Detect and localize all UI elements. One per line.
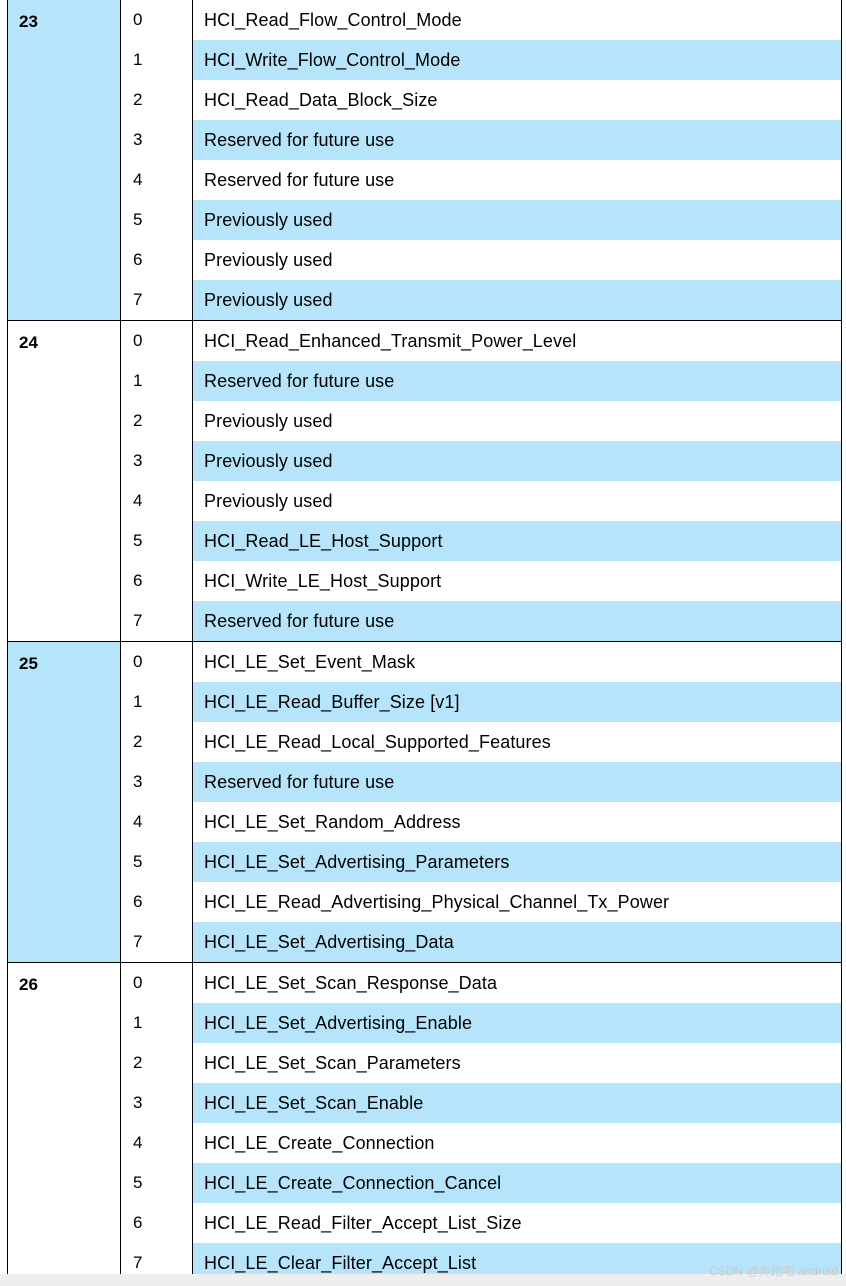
command-cell: HCI_LE_Create_Connection_Cancel	[204, 1172, 502, 1193]
bit-cell: 7	[121, 280, 193, 320]
bit-cell: 0	[121, 642, 193, 682]
supported-commands-table	[7, 0, 842, 1283]
command-cell: HCI_LE_Clear_Filter_Accept_List	[204, 1252, 477, 1273]
table-row	[121, 1043, 841, 1083]
command-cell: HCI_LE_Read_Filter_Accept_List_Size	[204, 1212, 522, 1233]
command-cell: Previously used	[204, 410, 333, 431]
command-cell: HCI_LE_Set_Scan_Response_Data	[204, 972, 498, 993]
bit-cell: 0	[121, 963, 193, 1003]
bit-cell: 5	[121, 1163, 193, 1203]
command-cell: HCI_LE_Create_Connection	[204, 1132, 435, 1153]
table-row	[121, 0, 841, 40]
command-cell: Previously used	[204, 209, 333, 230]
command-cell: Reserved for future use	[204, 169, 395, 190]
table-row	[121, 80, 841, 120]
command-cell: HCI_LE_Set_Scan_Enable	[204, 1092, 424, 1113]
table-row	[121, 361, 841, 401]
bit-rows	[121, 963, 841, 1283]
table-row	[121, 1123, 841, 1163]
octet-group-24	[8, 321, 841, 642]
bit-cell: 4	[121, 481, 193, 521]
command-cell: Previously used	[204, 450, 333, 471]
table-row	[121, 601, 841, 641]
command-cell: Reserved for future use	[204, 610, 395, 631]
bit-cell: 1	[121, 682, 193, 722]
bit-cell: 2	[121, 401, 193, 441]
bit-cell: 2	[121, 722, 193, 762]
bit-cell: 1	[121, 361, 193, 401]
table-row	[121, 1163, 841, 1203]
table-row	[121, 441, 841, 481]
octet-group-23	[8, 0, 841, 321]
command-cell: Previously used	[204, 490, 333, 511]
bit-cell: 6	[121, 561, 193, 601]
table-row	[121, 521, 841, 561]
command-cell: HCI_LE_Set_Advertising_Enable	[204, 1012, 473, 1033]
octet-cell: 25	[8, 642, 121, 962]
command-cell: Reserved for future use	[204, 129, 395, 150]
octet-group-25	[8, 642, 841, 963]
bit-cell: 6	[121, 1203, 193, 1243]
bit-rows	[121, 0, 841, 320]
command-cell: HCI_Read_Enhanced_Transmit_Power_Level	[204, 330, 577, 351]
command-cell: Previously used	[204, 249, 333, 270]
table-row	[121, 922, 841, 962]
octet-cell: 26	[8, 963, 121, 1283]
table-row	[121, 682, 841, 722]
bit-cell: 4	[121, 160, 193, 200]
bit-rows	[121, 321, 841, 641]
bit-cell: 6	[121, 240, 193, 280]
bit-cell: 2	[121, 1043, 193, 1083]
command-cell: HCI_LE_Set_Advertising_Data	[204, 931, 454, 952]
command-cell: HCI_LE_Read_Advertising_Physical_Channel_Tx_Power	[204, 891, 670, 912]
table-row	[121, 762, 841, 802]
table-row	[121, 561, 841, 601]
command-cell: HCI_LE_Set_Event_Mask	[204, 651, 416, 672]
table-row	[121, 321, 841, 361]
command-cell: Previously used	[204, 289, 333, 310]
table-row	[121, 722, 841, 762]
command-cell: HCI_LE_Read_Local_Supported_Features	[204, 731, 551, 752]
bit-cell: 5	[121, 200, 193, 240]
bit-cell: 3	[121, 762, 193, 802]
table-row	[121, 40, 841, 80]
command-cell: HCI_LE_Set_Advertising_Parameters	[204, 851, 510, 872]
table-row	[121, 1203, 841, 1243]
bit-cell: 7	[121, 1243, 193, 1283]
bit-cell: 5	[121, 521, 193, 561]
table-row	[121, 882, 841, 922]
bit-cell: 4	[121, 802, 193, 842]
command-cell: HCI_LE_Set_Scan_Parameters	[204, 1052, 461, 1073]
command-cell: HCI_Read_Data_Block_Size	[204, 89, 438, 110]
bit-cell: 3	[121, 1083, 193, 1123]
bit-cell: 0	[121, 0, 193, 40]
command-cell: HCI_Read_Flow_Control_Mode	[204, 9, 462, 30]
watermark: CSDN @奔跑吧 android	[709, 1264, 838, 1278]
table-row	[121, 280, 841, 320]
table-row	[121, 842, 841, 882]
table-row	[121, 120, 841, 160]
table-row	[121, 1083, 841, 1123]
bit-cell: 2	[121, 80, 193, 120]
command-cell: HCI_LE_Read_Buffer_Size [v1]	[204, 691, 460, 712]
command-cell: HCI_Write_Flow_Control_Mode	[204, 49, 461, 70]
command-cell: Reserved for future use	[204, 771, 395, 792]
command-cell: HCI_Read_LE_Host_Support	[204, 530, 443, 551]
bit-cell: 1	[121, 40, 193, 80]
octet-group-26	[8, 963, 841, 1283]
bit-cell: 3	[121, 120, 193, 160]
bit-cell: 7	[121, 601, 193, 641]
bit-cell: 6	[121, 882, 193, 922]
bit-rows	[121, 642, 841, 962]
command-cell: HCI_Write_LE_Host_Support	[204, 570, 442, 591]
table-row	[121, 200, 841, 240]
bit-cell: 5	[121, 842, 193, 882]
table-row	[121, 401, 841, 441]
command-cell: Reserved for future use	[204, 370, 395, 391]
table-row	[121, 160, 841, 200]
table-row	[121, 481, 841, 521]
bit-cell: 0	[121, 321, 193, 361]
bit-cell: 3	[121, 441, 193, 481]
table-row	[121, 240, 841, 280]
bit-cell: 1	[121, 1003, 193, 1043]
table-row	[121, 642, 841, 682]
table-row	[121, 1003, 841, 1043]
octet-cell: 24	[8, 321, 121, 641]
table-row	[121, 963, 841, 1003]
table-row	[121, 802, 841, 842]
bit-cell: 7	[121, 922, 193, 962]
octet-cell: 23	[8, 0, 121, 320]
command-cell: HCI_LE_Set_Random_Address	[204, 811, 461, 832]
bit-cell: 4	[121, 1123, 193, 1163]
